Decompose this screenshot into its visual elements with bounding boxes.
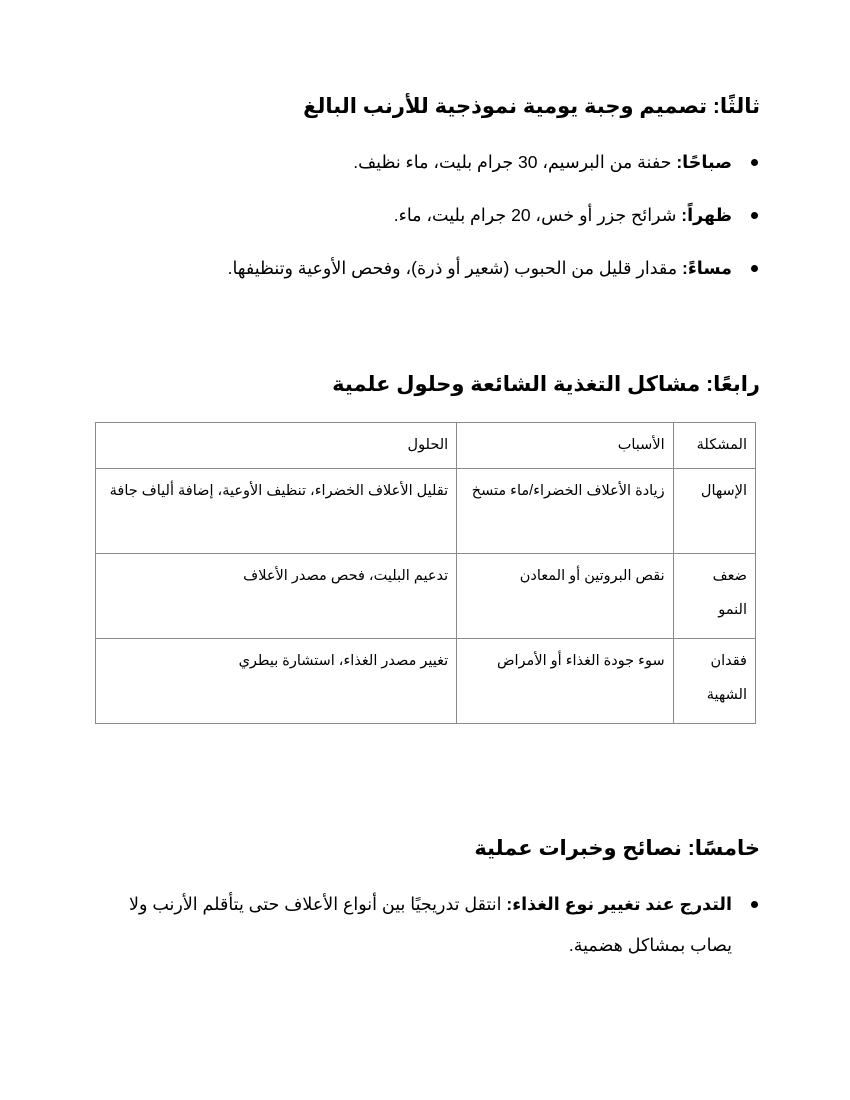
bullet-icon xyxy=(751,265,758,272)
header-problem: المشكلة xyxy=(673,423,755,469)
cell-solution: تغيير مصدر الغذاء، استشارة بيطري xyxy=(96,639,457,724)
section-5-list xyxy=(90,884,760,966)
cell-cause: نقص البروتين أو المعادن xyxy=(457,554,673,639)
cell-problem: ضعف النمو xyxy=(673,554,755,639)
table-row xyxy=(96,469,756,554)
cell-solution: تقليل الأعلاف الخضراء، تنظيف الأوعية، إضافة ألياف جافة xyxy=(96,469,457,554)
section-4-heading: رابعًا: مشاكل التغذية الشائعة وحلول علمية xyxy=(332,373,760,396)
cell-problem: الإسهال xyxy=(673,469,755,554)
bullet-icon xyxy=(751,212,758,219)
item-text: حفنة من البرسيم، 30 جرام بليت، ماء نظيف. xyxy=(353,152,677,172)
item-text: مقدار قليل من الحبوب (شعير أو ذرة)، وفحص الأوعية وتنظيفها. xyxy=(227,258,682,278)
table-row xyxy=(96,639,756,724)
item-lead: صباحًا: xyxy=(676,152,732,172)
section-5-heading: خامسًا: نصائح وخبرات عملية xyxy=(474,837,760,860)
item-lead: ظهراً: xyxy=(681,205,732,225)
table-header-row xyxy=(96,423,756,469)
cell-cause: زيادة الأعلاف الخضراء/ماء متسخ xyxy=(457,469,673,554)
list-item xyxy=(90,149,760,202)
header-solution: الحلول xyxy=(96,423,457,469)
item-text: شرائح جزر أو خس، 20 جرام بليت، ماء. xyxy=(393,205,682,225)
section-3-list xyxy=(90,149,760,308)
section-3-heading: ثالثًا: تصميم وجبة يومية نموذجية للأرنب البالغ xyxy=(303,95,760,118)
cell-problem: فقدان الشهية xyxy=(673,639,755,724)
list-item xyxy=(90,255,760,308)
nutrition-problems-table xyxy=(95,422,756,724)
header-cause: الأسباب xyxy=(457,423,673,469)
bullet-icon xyxy=(751,901,758,908)
cell-solution: تدعيم البليت، فحص مصدر الأعلاف xyxy=(96,554,457,639)
bullet-icon xyxy=(751,159,758,166)
item-lead: مساءً: xyxy=(682,258,732,278)
table-row xyxy=(96,554,756,639)
list-item xyxy=(90,884,760,966)
cell-cause: سوء جودة الغذاء أو الأمراض xyxy=(457,639,673,724)
item-lead: التدرج عند تغيير نوع الغذاء: xyxy=(506,894,732,914)
list-item xyxy=(90,202,760,255)
item-text: انتقل تدريجيًا بين أنواع الأعلاف حتى يتأقلم الأرنب ولا يصاب بمشاكل هضمية. xyxy=(129,894,732,955)
